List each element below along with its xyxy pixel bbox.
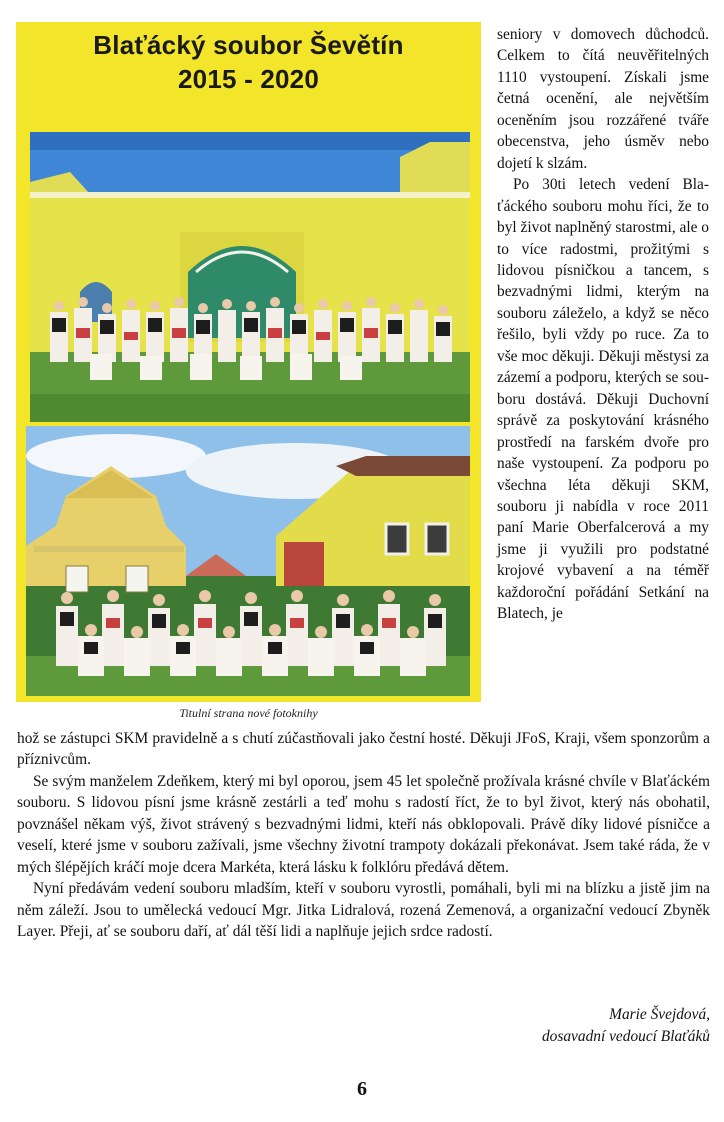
group-photo-top — [30, 132, 470, 422]
cover-title-line2: 2015 - 2020 — [178, 64, 319, 94]
group-photo-bottom — [26, 426, 470, 696]
paragraph: Se svým manželem Zdeňkem, který mi byl oporou, jsem 45 let společně prožívala krásné chvíle v Blaťáckém souboru. S lidovou písní jsme krásně zestárli a teď mohu s radostí říct, že to byl život, který nás obohatil, povznášel někam výš, život strávený s bezvadnými lidmi, kteří nás obklopovali. Právě díky lidové písničce a veselí, které jsme v souboru zažívali, jsme všechny životní trampoty dokázali překonávat. Jsem také ráda, že v mých šlépějích kráčí moje dcera Markéta, která lásku k folklóru předává dětem. — [17, 772, 710, 876]
paragraph: Nyní předávám vedení souboru mladším, kteří v souboru vyrostli, pomáhali, byli mi na blízku a jistě jim na něm záleží. Jsou to umělecká vedoucí Mgr. Jitka Lidralová, rozená Zemenová, a organizační vedoucí Zbyněk Layer. Přeji, ať se souboru daří, ať dál těší lidi a naplňuje jejich srdce radostí. — [17, 880, 710, 941]
cover-title-line1: Blaťácký soubor Ševětín — [93, 30, 404, 60]
right-text-column — [497, 24, 709, 625]
paragraph: Po 30ti letech vedení Blaťáckého souboru mohu říci, že to byl život naplněný starostmi, ale o to více radostmi, prožitými s lidovou písničkou a tancem, s bezvadnými lidmi, kterým na souboru záleželo, a když se něco řešilo, byli vždy po ruce. Za to vše moc děkuji. Děkuji městysi za zázemí a podporu, kterých se souboru dostává. Děkuji Duchovní správě za poskytování krásného prostředí na farském dvoře pro naše vystoupení. Za podporu po všechna léta děkuji SKM, souboru ji nabídla v roce 2011 paní Marie Oberfalcerová a my jsme ji využili pro podstatné krojové vybavení a na téměř každoroční pořádání Setkání na Blatech, je — [497, 176, 710, 623]
paragraph: seniory v domovech důchodců. Celkem to čítá neuvěřitelných 1110 vystoupení. Získali jsme četná ocenění, ale největším oceněním jsou rozzářené tváře obecenstva, jeho úsměv nebo dojetí k slzám. — [497, 26, 709, 172]
cover-image — [16, 22, 481, 702]
signature-name: Marie Švejdová, — [609, 1006, 710, 1023]
full-width-text — [17, 728, 710, 943]
signature — [542, 1004, 710, 1048]
signature-role: dosavadní vedoucí Blaťáků — [541, 1028, 710, 1045]
page-number: 6 — [357, 1078, 367, 1100]
cover-caption: Titulní strana nové fotoknihy — [179, 706, 318, 720]
paragraph: hož se zástupci SKM pravidelně a s chutí zúčastňovali jako čestní hosté. Děkuji JFoS, Kraji, všem sponzorům a příznivcům. — [17, 730, 710, 769]
cover-title — [16, 28, 481, 96]
